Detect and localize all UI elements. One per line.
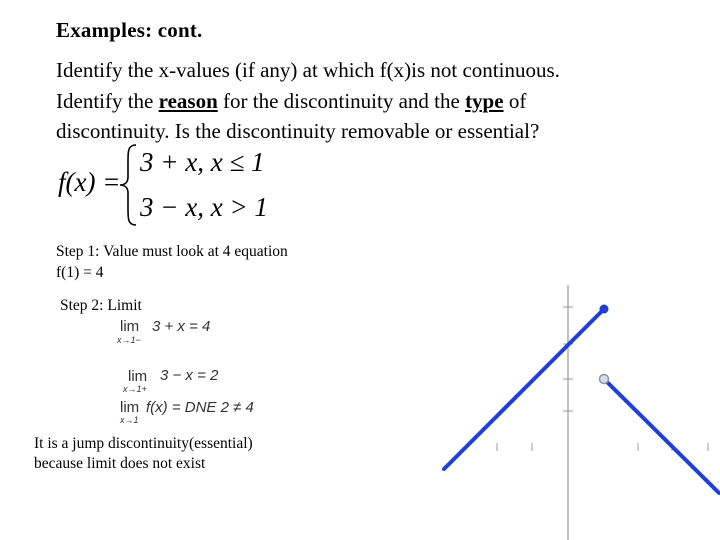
left-limit-word: lim	[120, 318, 140, 335]
slide-heading: Examples: cont.	[56, 18, 203, 42]
two-sided-limit-expression: f(x) = DNE 2 ≠ 4	[146, 399, 254, 416]
step-1-value: f(1) = 4	[56, 264, 104, 281]
right-limit-expression: 3 − x = 2	[160, 367, 219, 384]
function-lhs: f(x) =	[58, 167, 121, 197]
statement-line-3: discontinuity. Is the discontinuity removable or essential?	[56, 119, 540, 143]
closed-point	[600, 305, 609, 314]
statement-line-1: Identify the x-values (if any) at which f(x)is not continuous.	[56, 58, 560, 82]
problem-statement	[56, 55, 706, 147]
conclusion	[34, 434, 253, 473]
right-limit-word: lim	[128, 368, 148, 385]
piecewise-brace	[118, 143, 140, 227]
step-2-label: Step 2: Limit	[60, 297, 142, 314]
reason-emphasis: reason	[158, 88, 218, 113]
two-sided-limit-word: lim	[120, 399, 140, 416]
function-case-2: 3 − x, x > 1	[140, 192, 268, 222]
function-case-1: 3 + x, x ≤ 1	[140, 147, 265, 177]
step-1-label: Step 1: Value must look at 4 equation	[56, 243, 288, 260]
open-point	[600, 375, 609, 384]
two-sided-limit-subscript: x→1	[120, 415, 139, 425]
left-limit-subscript: x→1−	[117, 335, 141, 345]
piecewise-graph	[440, 285, 720, 540]
conclusion-line-1: It is a jump discontinuity(essential)	[34, 435, 253, 452]
right-branch-line	[604, 379, 719, 493]
statement-line-2: Identify the reason for the discontinuity and the type of	[56, 88, 527, 113]
type-emphasis: type	[465, 88, 504, 113]
left-limit-expression: 3 + x = 4	[152, 318, 211, 335]
left-branch-line	[444, 309, 604, 469]
right-limit-subscript: x→1+	[123, 384, 147, 394]
conclusion-line-2: because limit does not exist	[34, 454, 206, 472]
